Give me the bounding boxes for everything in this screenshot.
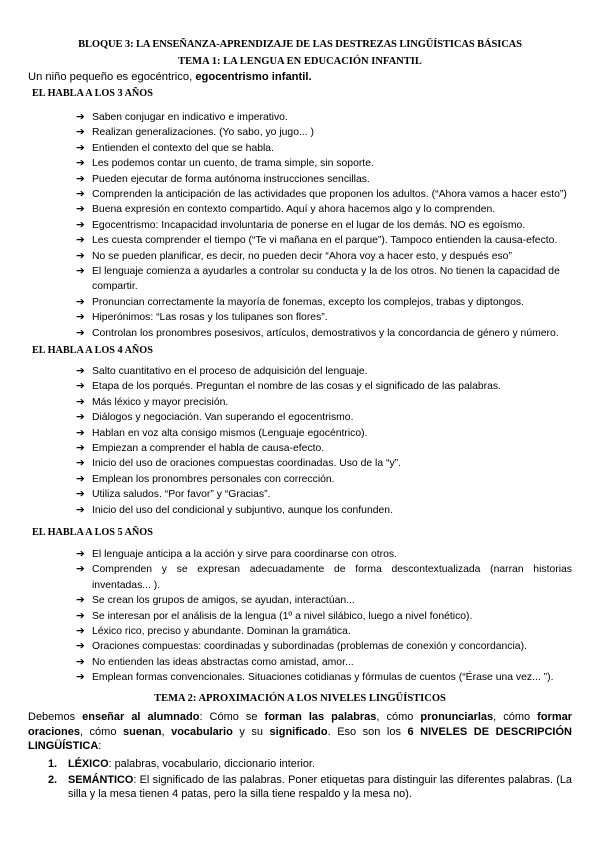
list-item: ➔ Comprenden y se expresan adecuadamente de forma descontextualizada (narran historias inventadas... ). xyxy=(76,564,572,591)
list-item: ➔ Inicio del uso del condicional y subjuntivo, aunque los confunden. xyxy=(0,503,600,518)
tema2-title: TEMA 2: APROXIMACIÓN A LOS NIVELES LINGÜÍSTICOS xyxy=(154,693,446,704)
arrow-right-icon: ➔ xyxy=(76,504,85,516)
arrow-right-icon: ➔ xyxy=(76,412,85,424)
list-item: ➔ Pronuncian correctamente la mayoría de fonemas, excepto los complejos, trabas y diptongos. xyxy=(0,295,600,310)
arrow-right-icon: ➔ xyxy=(76,396,85,408)
list-5-years xyxy=(0,547,600,686)
levels-list xyxy=(0,757,600,803)
arrow-right-icon: ➔ xyxy=(76,142,85,154)
list-item: ➔ Entienden el contexto del que se habla. xyxy=(0,141,600,156)
arrow-right-icon: ➔ xyxy=(76,641,85,653)
list-item: ➔ Oraciones compuestas: coordinadas y subordinadas (problemas de conexión y concordancia). xyxy=(0,639,600,654)
level-term: SEMÁNTICO xyxy=(68,773,134,786)
list-item: ➔ Más léxico y mayor precisión. xyxy=(0,395,600,410)
intro-text: Un niño pequeño es egocéntrico, xyxy=(28,71,196,83)
list-item: ➔ Etapa de los porqués. Preguntan el nombre de las cosas y el significado de las palabras. xyxy=(0,379,600,394)
list-item: ➔ Inicio del uso de oraciones compuestas coordinadas. Uso de la “y”. xyxy=(0,456,600,471)
level-term: LÉXICO xyxy=(68,758,109,770)
list-item: ➔ Comprenden la anticipación de las actividades que proponen los adultos. (“Ahora vamos a hacer esto”) xyxy=(0,187,600,202)
block-title: BLOQUE 3: LA ENSEÑANZA-APRENDIZAJE DE LAS DESTREZAS LINGÜÍSTICAS BÁSICAS xyxy=(78,39,522,50)
list-item: ➔ Realizan generalizaciones. (Yo sabo, yo jugo... ) xyxy=(0,125,600,140)
level-number: 1. xyxy=(48,758,58,770)
arrow-right-icon: ➔ xyxy=(76,656,85,668)
arrow-right-icon: ➔ xyxy=(76,127,85,139)
list-item: ➔ No se pueden planificar, es decir, no pueden decir “Ahora voy a hacer esto, y después eso” xyxy=(0,249,600,264)
list-4-years xyxy=(0,364,600,518)
arrow-right-icon: ➔ xyxy=(76,427,85,439)
list-item: ➔ Se interesan por el análisis de la lengua (1º a nivel silábico, luego a nivel fonético). xyxy=(0,609,600,624)
arrow-right-icon: ➔ xyxy=(76,626,85,638)
list-item: ➔ Les cuesta comprender el tiempo (“Te vi mañana en el parque”). Tampoco entienden la causa-efecto. xyxy=(0,233,600,248)
arrow-right-icon: ➔ xyxy=(76,458,85,470)
arrow-right-icon: ➔ xyxy=(76,266,85,278)
list-item: ➔ El lenguaje anticipa a la acción y sirve para coordinarse con otros. xyxy=(0,547,600,562)
level-item: 1. LÉXICO: palabras, vocabulario, diccionario interior. xyxy=(48,758,315,770)
arrow-right-icon: ➔ xyxy=(76,189,85,201)
arrow-right-icon: ➔ xyxy=(76,564,85,576)
list-item: ➔ Diálogos y negociación. Van superando el egocentrismo. xyxy=(0,410,600,425)
section-heading-3-years: EL HABLA A LOS 3 AÑOS xyxy=(32,88,153,99)
arrow-right-icon: ➔ xyxy=(76,173,85,185)
list-item: ➔ No entienden las ideas abstractas como amistad, amor... xyxy=(0,655,600,670)
section-heading-4-years: EL HABLA A LOS 4 AÑOS xyxy=(32,345,153,356)
arrow-right-icon: ➔ xyxy=(76,312,85,324)
arrow-right-icon: ➔ xyxy=(76,327,85,339)
arrow-right-icon: ➔ xyxy=(76,204,85,216)
list-item: ➔ Léxico rico, preciso y abundante. Dominan la gramática. xyxy=(0,624,600,639)
arrow-right-icon: ➔ xyxy=(76,489,85,501)
list-item: ➔ Hablan en voz alta consigo mismos (Lenguaje egocéntrico). xyxy=(0,426,600,441)
intro-paragraph xyxy=(28,71,312,83)
list-item: ➔ Salto cuantitativo en el proceso de adquisición del lenguaje. xyxy=(0,364,600,379)
list-item: ➔ Empiezan a comprender el habla de causa-efecto. xyxy=(0,441,600,456)
list-item: ➔ Buena expresión en contexto compartido. Aquí y ahora hacemos algo y lo comprenden. xyxy=(0,202,600,217)
arrow-right-icon: ➔ xyxy=(76,443,85,455)
list-item: ➔ Hiperónimos: “Las rosas y los tulipanes son flores”. xyxy=(0,310,600,325)
list-item: ➔ El lenguaje comienza a ayudarles a controlar su conducta y la de los otros. No tienen la capacidad de compartir. xyxy=(76,266,560,293)
arrow-right-icon: ➔ xyxy=(76,473,85,485)
list-3-years xyxy=(0,110,600,341)
list-item: ➔ Egocentrismo: Incapacidad involuntaria de ponerse en el lugar de los demás. NO es egoísmo. xyxy=(0,218,600,233)
arrow-right-icon: ➔ xyxy=(76,219,85,231)
arrow-right-icon: ➔ xyxy=(76,158,85,170)
list-item: ➔ Les podemos contar un cuento, de trama simple, sin soporte. xyxy=(0,156,600,171)
list-item: ➔ Pueden ejecutar de forma autónoma instrucciones sencillas. xyxy=(0,172,600,187)
arrow-right-icon: ➔ xyxy=(76,595,85,607)
arrow-right-icon: ➔ xyxy=(76,381,85,393)
list-item: ➔ Utiliza saludos. “Por favor” y “Gracias”. xyxy=(0,487,600,502)
tema1-title: TEMA 1: LA LENGUA EN EDUCACIÓN INFANTIL xyxy=(178,56,422,67)
level-item: 2. SEMÁNTICO: El significado de las palabras. Poner etiquetas para distinguir las diferentes palabras. (La silla y la mesa tienen 4 patas, pero la silla tiene respaldo y la mesa no). xyxy=(48,773,572,800)
arrow-right-icon: ➔ xyxy=(76,366,85,377)
arrow-right-icon: ➔ xyxy=(76,250,85,262)
list-item: ➔ Se crean los grupos de amigos, se ayudan, interactúan... xyxy=(0,593,600,608)
section-heading-5-years: EL HABLA A LOS 5 AÑOS xyxy=(32,527,153,538)
list-item: ➔ Controlan los pronombres posesivos, artículos, demostrativos y la concordancia de género y número. xyxy=(0,326,600,341)
arrow-right-icon: ➔ xyxy=(76,296,85,308)
arrow-right-icon: ➔ xyxy=(76,610,85,622)
level-number: 2. xyxy=(48,773,58,786)
list-item: ➔ Saben conjugar en indicativo e imperativo. xyxy=(0,110,600,125)
arrow-right-icon: ➔ xyxy=(76,672,85,684)
list-item: ➔ Emplean formas convencionales. Situaciones cotidianas y fórmulas de cuentos (“Érase una vez... ”). xyxy=(0,670,600,685)
arrow-right-icon: ➔ xyxy=(76,235,85,247)
arrow-right-icon: ➔ xyxy=(76,549,85,560)
arrow-right-icon: ➔ xyxy=(76,112,85,123)
tema2-paragraph: Debemos enseñar al alumnado: Cómo se forman las palabras, cómo pronunciarlas, cómo formar oraciones, cómo suenan, vocabulario y su significado. Eso son los 6 NIVELES DE DESCRIPCIÓN LINGÜÍSTICA: xyxy=(28,711,572,752)
intro-bold: egocentrismo infantil. xyxy=(195,71,312,83)
list-item: ➔ Emplean los pronombres personales con corrección. xyxy=(0,472,600,487)
